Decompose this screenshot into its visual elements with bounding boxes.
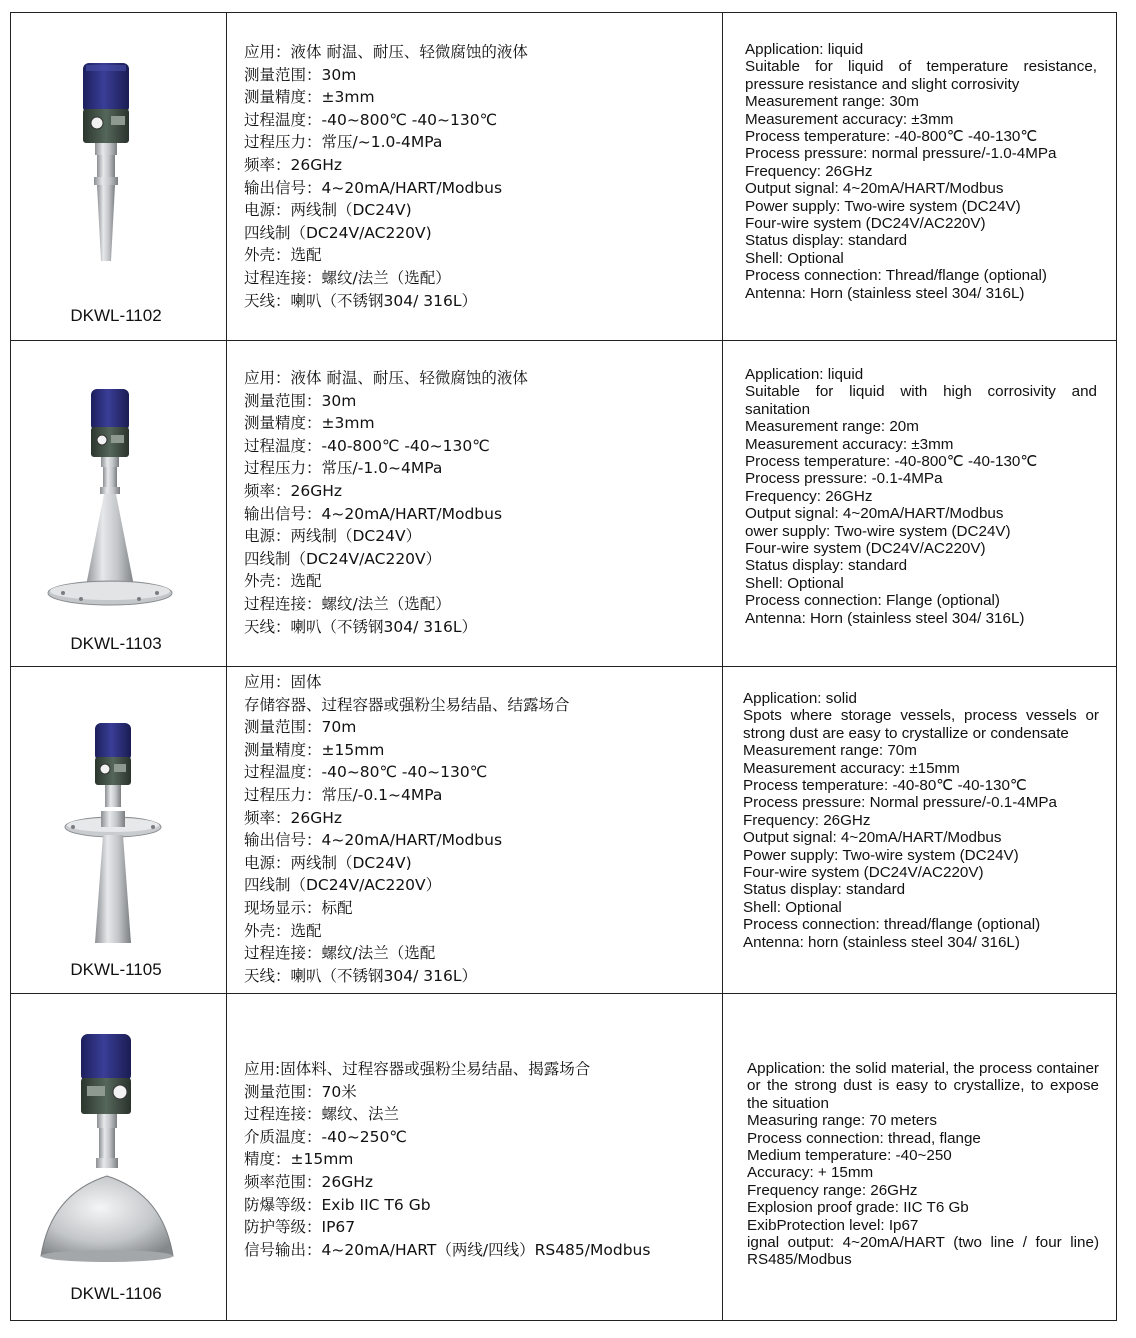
chinese-spec-line: 电源：两线制（DC24V) [244,853,412,872]
chinese-spec-cell [227,341,723,666]
chinese-spec-line: 精度：±15mm [244,1150,354,1169]
english-spec-list [745,366,1097,627]
english-spec-line: Process connection: thread/flange (optional) [743,916,1041,934]
model-label: DKWL-1103 [70,634,162,653]
english-spec-line: Process pressure: normal pressure/-1.0-4MPa [745,145,1057,163]
product-image-cell [11,994,227,1320]
english-spec-cell [723,667,1116,993]
english-spec-cell [723,341,1116,666]
chinese-spec-line: 现场显示：标配 [244,898,353,917]
chinese-spec-line: 应用：液体 耐温、耐压、轻微腐蚀的液体 [244,369,528,387]
product-row-1106 [11,994,1116,1320]
product-spec-table [10,12,1117,1321]
english-spec-line: Four-wire system (DC24V/AC220V) [745,540,986,558]
chinese-spec-line: 天线：喇叭（不锈钢304/ 316L） [244,966,477,985]
chinese-spec-line: 频率：26GHz [244,481,343,500]
chinese-spec-line: 外壳：选配 [244,921,322,940]
english-spec-line: Process temperature: -40-800℃ -40-130℃ [745,453,1038,471]
english-spec-line: Antenna: horn (stainless steel 304/ 316L) [743,933,1020,951]
english-spec-line: Frequency: 26GHz [745,162,873,180]
english-spec-line: Measurement accuracy: ±3mm [745,110,954,128]
english-spec-line: Application: liquid [745,41,864,58]
english-spec-line: Antenna: Horn (stainless steel 304/ 316L) [745,609,1025,627]
chinese-spec-line: 应用:固体料、过程容器或强粉尘易结晶、揭露场合 [244,1060,591,1078]
chinese-spec-line: 测量精度：±3mm [244,414,375,433]
english-spec-list [747,1060,1099,1269]
radar-level-gauge-1105-image [11,667,227,957]
english-spec-line: Output signal: 4~20mA/HART/Modbus [745,505,1004,523]
english-spec-line: Antenna: Horn (stainless steel 304/ 316L) [745,284,1025,302]
english-spec-line: Application: solid [743,690,857,707]
chinese-spec-list [244,1058,650,1261]
english-spec-cell [723,13,1116,340]
english-spec-line: Measurement range: 70m [743,742,917,760]
english-spec-line: Measurement range: 20m [745,418,919,436]
chinese-spec-line: 防爆等级：Exib IIC T6 Gb [244,1195,431,1214]
english-spec-line: Process connection: thread, flange [747,1129,981,1147]
chinese-spec-line: 四线制（DC24V/AC220V） [244,876,442,895]
english-spec-line: Shell: Optional [745,574,844,592]
chinese-spec-line: 测量精度：±3mm [244,88,375,107]
chinese-spec-line: 过程连接：螺纹/法兰（选配 [244,944,436,963]
english-spec-line: Explosion proof grade: IIC T6 Gb [747,1199,969,1217]
chinese-spec-line: 过程温度：-40~80℃ -40~130℃ [244,763,488,782]
english-spec-line: ExibProtection level: Ip67 [747,1216,919,1234]
english-spec-line: ower supply: Two-wire system (DC24V) [745,522,1011,540]
chinese-spec-line: 测量范围：30m [244,391,357,410]
model-label: DKWL-1102 [70,306,162,325]
chinese-spec-list [244,41,528,312]
chinese-spec-line: 测量范围：30m [244,65,357,84]
chinese-spec-line: 四线制（DC24V/AC220V) [244,223,432,242]
product-image-cell [11,667,227,993]
english-spec-line: Power supply: Two-wire system (DC24V) [743,846,1019,864]
english-spec-line: Process connection: Flange (optional) [745,592,1000,610]
chinese-spec-line: 频率：26GHz [244,155,343,174]
english-spec-list [743,690,1099,951]
english-spec-line: Measurement accuracy: ±15mm [743,759,960,777]
english-spec-line: Frequency: 26GHz [745,487,873,505]
chinese-spec-line: 频率范围：26GHz [244,1172,374,1191]
radar-level-gauge-1106-image [11,994,227,1284]
english-spec-line: Measuring range: 70 meters [747,1112,937,1130]
chinese-spec-line: 过程压力：常压/~1.0-4MPa [244,133,443,152]
chinese-spec-line: 过程连接：螺纹、法兰 [244,1105,400,1124]
chinese-spec-line: 应用：液体 耐温、耐压、轻微腐蚀的液体 [244,43,528,61]
english-spec-line: Output signal: 4~20mA/HART/Modbus [743,829,1002,847]
english-spec-line: Accuracy: + 15mm [747,1164,874,1182]
radar-level-gauge-1102-image [11,13,227,303]
chinese-spec-line: 过程温度：-40~800℃ -40~130℃ [244,110,498,129]
english-spec-line: Measurement range: 30m [745,93,919,111]
chinese-spec-line: 测量范围：70米 [244,1082,357,1101]
chinese-spec-line: 测量范围：70m [244,718,357,737]
english-spec-line: Frequency range: 26GHz [747,1181,918,1199]
english-spec-line: Suitable for liquid with high corrosivity and sanitation [745,383,1097,418]
chinese-spec-cell [227,13,723,340]
chinese-spec-line: 四线制（DC24V/AC220V） [244,549,442,568]
english-spec-line: Measurement accuracy: ±3mm [745,435,954,453]
english-spec-line: Power supply: Two-wire system (DC24V) [745,197,1021,215]
english-spec-list [745,41,1097,302]
product-row-1103 [11,341,1116,667]
english-spec-line: Status display: standard [745,557,908,575]
product-image-cell [11,341,227,666]
english-spec-line: Shell: Optional [743,898,842,916]
english-spec-line: Four-wire system (DC24V/AC220V) [745,215,986,233]
chinese-spec-line: 介质温度：-40~250℃ [244,1127,407,1146]
model-label: DKWL-1105 [70,960,162,979]
chinese-spec-line: 外壳：选配 [244,572,322,591]
english-spec-line: ignal output: 4~20mA/HART (two line / four line) RS485/Modbus [747,1234,1099,1269]
product-image-cell [11,13,227,340]
chinese-spec-list [244,671,570,987]
product-row-1102 [11,13,1116,341]
english-spec-cell [723,994,1116,1320]
chinese-spec-line: 天线：喇叭（不锈钢304/ 316L） [244,291,477,310]
chinese-spec-line: 外壳：选配 [244,246,322,265]
chinese-spec-line: 应用：固体 [244,673,322,691]
english-spec-line: Four-wire system (DC24V/AC220V) [743,864,984,882]
chinese-spec-line: 频率：26GHz [244,808,343,827]
chinese-spec-line: 电源：两线制（DC24V） [244,527,422,546]
chinese-spec-line: 输出信号：4~20mA/HART/Modbus [244,831,503,850]
chinese-spec-line: 过程连接：螺纹/法兰（选配） [244,594,451,613]
chinese-spec-cell [227,667,723,993]
chinese-spec-list [244,367,528,638]
english-spec-line: Frequency: 26GHz [743,811,871,829]
chinese-spec-line: 过程连接：螺纹/法兰（选配） [244,268,451,287]
english-spec-line: Process pressure: Normal pressure/-0.1-4MPa [743,794,1057,812]
english-spec-line: Status display: standard [743,881,906,899]
chinese-spec-line: 信号输出：4~20mA/HART（两线/四线）RS485/Modbus [244,1240,651,1259]
chinese-spec-line: 天线：喇叭（不锈钢304/ 316L） [244,617,477,636]
english-spec-line: Status display: standard [745,232,908,250]
english-spec-line: Process connection: Thread/flange (optional) [745,267,1047,285]
english-spec-line: Spots where storage vessels, process vessels or strong dust are easy to crystallize or condensate [743,707,1099,742]
chinese-spec-line: 输出信号：4~20mA/HART/Modbus [244,178,503,197]
chinese-spec-line: 测量精度：±15mm [244,740,385,759]
product-row-1105 [11,667,1116,994]
english-spec-line: Application: liquid [745,366,864,383]
chinese-spec-line: 过程温度：-40-800℃ -40~130℃ [244,436,490,455]
chinese-spec-line: 防护等级：IP67 [244,1218,356,1237]
chinese-spec-line: 过程压力：常压/-0.1~4MPa [244,785,443,804]
english-spec-line: Output signal: 4~20mA/HART/Modbus [745,180,1004,198]
english-spec-line: Shell: Optional [745,249,844,267]
english-spec-line: Suitable for liquid of temperature resistance, pressure resistance and slight corrosivity [745,58,1097,93]
english-spec-line: Process pressure: -0.1-4MPa [745,470,943,488]
radar-level-gauge-1103-image [11,341,227,631]
english-spec-line: Application: the solid material, the process container or the strong dust is easy to crystallize, to expose the situation [747,1060,1099,1112]
english-spec-line: Process temperature: -40-80℃ -40-130℃ [743,777,1027,795]
chinese-spec-line: 输出信号：4~20mA/HART/Modbus [244,504,503,523]
chinese-spec-line: 存储容器、过程容器或强粉尘易结晶、结露场合 [244,695,570,714]
chinese-spec-line: 过程压力：常压/-1.0~4MPa [244,459,443,478]
chinese-spec-line: 电源：两线制（DC24V) [244,201,412,220]
chinese-spec-cell [227,994,723,1320]
model-label: DKWL-1106 [70,1284,162,1303]
english-spec-line: Medium temperature: -40~250 [747,1147,952,1165]
english-spec-line: Process temperature: -40-800℃ -40-130℃ [745,128,1038,146]
